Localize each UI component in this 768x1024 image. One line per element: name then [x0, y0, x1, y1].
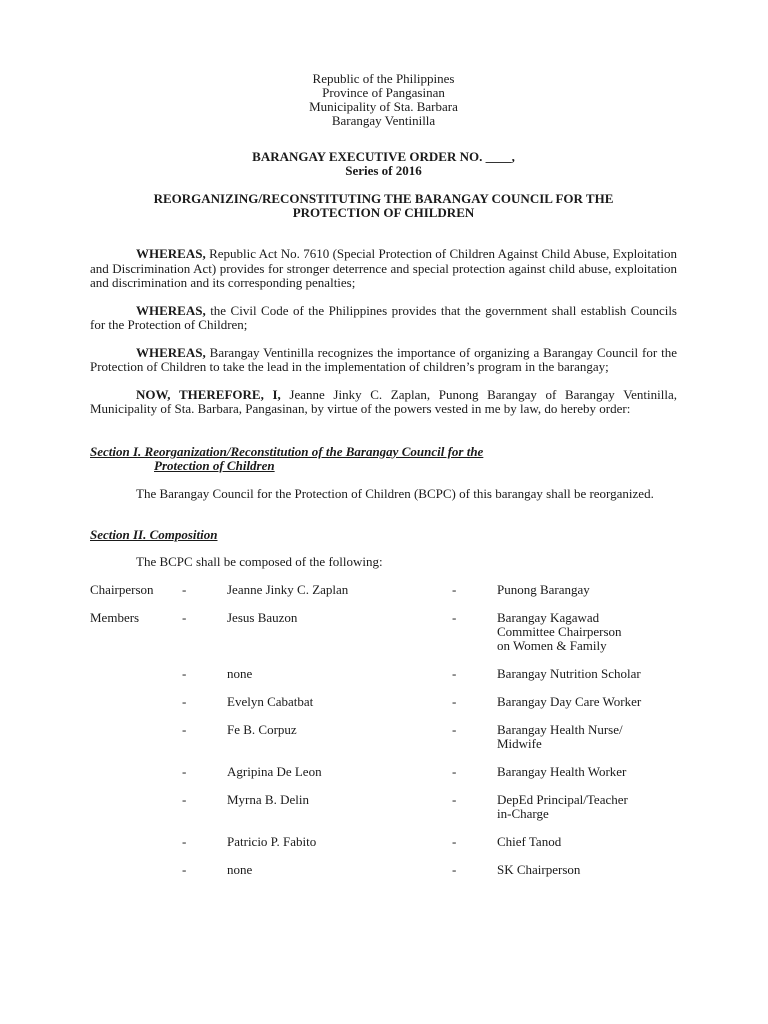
member-row — [90, 695, 677, 709]
member-position — [497, 793, 677, 821]
member-position-line: Punong Barangay — [497, 582, 590, 597]
section-1-heading-line-1: Section I. Reorganization/Reconstitution of the Barangay Council for the — [90, 443, 484, 459]
member-dash: - — [182, 792, 187, 807]
member-dash: - — [182, 694, 187, 709]
whereas-lead: WHEREAS, — [136, 344, 206, 360]
member-row — [90, 765, 677, 779]
section-1-heading — [90, 445, 677, 473]
member-row — [90, 793, 677, 821]
whereas-lead: WHEREAS, — [136, 302, 206, 318]
member-dash: - — [452, 582, 457, 597]
member-name: none — [227, 666, 253, 681]
member-row — [90, 583, 677, 597]
order-number: BARANGAY EXECUTIVE ORDER NO. ____, — [252, 149, 515, 164]
header-province: Province of Pangasinan — [322, 85, 445, 100]
whereas-paragraph — [90, 346, 677, 375]
member-position — [497, 723, 677, 751]
member-name: Patricio P. Fabito — [227, 834, 317, 849]
member-position-line: Barangay Nutrition Scholar — [497, 666, 641, 681]
member-row — [90, 835, 677, 849]
whereas-paragraph — [90, 304, 677, 333]
member-position — [497, 835, 677, 849]
whereas-paragraph — [90, 247, 677, 291]
member-name: Evelyn Cabatbat — [227, 694, 314, 709]
member-dash: - — [182, 722, 187, 737]
order-text: Jeanne Jinky C. Zaplan, Punong Barangay of Barangay Ventinilla, Municipality of Sta. Barbara, Pangasinan, by virtue of the powers vested in me by law, do hereby order: — [90, 386, 678, 416]
member-dash: - — [182, 610, 187, 625]
member-position-line: Committee Chairperson — [497, 624, 622, 639]
member-role: Members — [90, 610, 140, 625]
members-list — [90, 583, 677, 877]
member-dash: - — [452, 722, 457, 737]
member-dash: - — [452, 792, 457, 807]
section-1-heading-line-2: Protection of Children — [154, 457, 275, 473]
member-row — [90, 667, 677, 681]
member-position-line: Chief Tanod — [497, 834, 562, 849]
member-dash: - — [452, 862, 457, 877]
member-dash: - — [182, 834, 187, 849]
section-2-heading: Section II. Composition — [90, 527, 218, 542]
member-position — [497, 695, 677, 709]
order-title — [90, 150, 677, 178]
member-position-line: Midwife — [497, 736, 542, 751]
whereas-text: Barangay Ventinilla recognizes the importance of organizing a Barangay Council for the Protection of Children to take the lead in the implementation of children’s program in the barangay; — [90, 344, 677, 374]
member-position — [497, 863, 677, 877]
member-position-line: Barangay Health Nurse/ — [497, 722, 623, 737]
member-position — [497, 667, 677, 681]
member-dash: - — [452, 610, 457, 625]
composition-intro: The BCPC shall be composed of the following: — [136, 554, 383, 569]
member-row — [90, 611, 677, 653]
member-dash: - — [452, 666, 457, 681]
member-name: Jesus Bauzon — [227, 610, 298, 625]
member-position — [497, 611, 677, 653]
member-position-line: SK Chairperson — [497, 862, 581, 877]
order-series: Series of 2016 — [345, 163, 422, 178]
subject-line-1: REORGANIZING/RECONSTITUTING THE BARANGAY COUNCIL FOR THE — [153, 191, 614, 206]
member-position-line: in-Charge — [497, 806, 549, 821]
member-dash: - — [452, 764, 457, 779]
member-name: Myrna B. Delin — [227, 792, 309, 807]
header-municipality: Municipality of Sta. Barbara — [309, 99, 458, 114]
member-position-line: Barangay Kagawad — [497, 610, 600, 625]
member-name: none — [227, 862, 253, 877]
member-position-line: Barangay Health Worker — [497, 764, 627, 779]
member-row — [90, 723, 677, 751]
member-dash: - — [182, 666, 187, 681]
member-dash: - — [182, 764, 187, 779]
member-role: Chairperson — [90, 582, 154, 597]
whereas-text: Republic Act No. 7610 (Special Protection of Children Against Child Abuse, Exploitation and Discrimination Act) provides for stronger deterrence and special protection against child abuse, exploitation and discrimination and its corresponding penalties; — [90, 246, 677, 290]
whereas-text: the Civil Code of the Philippines provides that the government shall establish Councils for the Protection of Children; — [90, 302, 677, 332]
member-dash: - — [182, 862, 187, 877]
header-barangay: Barangay Ventinilla — [331, 113, 436, 128]
member-row — [90, 863, 677, 877]
member-position-line: DepEd Principal/Teacher — [497, 792, 628, 807]
section-1-body: The Barangay Council for the Protection of Children (BCPC) of this barangay shall be reorganized. — [136, 485, 654, 501]
member-position — [497, 583, 677, 597]
member-position-line: Barangay Day Care Worker — [497, 694, 642, 709]
member-dash: - — [182, 582, 187, 597]
document-page — [90, 72, 677, 891]
member-name: Jeanne Jinky C. Zaplan — [227, 582, 349, 597]
header-country: Republic of the Philippines — [312, 71, 455, 86]
order-paragraph — [90, 388, 677, 417]
whereas-lead: WHEREAS, — [136, 246, 206, 261]
order-subject — [90, 192, 677, 220]
member-name: Fe B. Corpuz — [227, 722, 297, 737]
member-position — [497, 765, 677, 779]
document-header — [90, 72, 677, 128]
member-dash: - — [452, 694, 457, 709]
order-lead: NOW, THEREFORE, I, — [136, 386, 281, 402]
subject-line-2: PROTECTION OF CHILDREN — [292, 205, 475, 220]
member-name: Agripina De Leon — [227, 764, 322, 779]
member-dash: - — [452, 834, 457, 849]
member-position-line: on Women & Family — [497, 638, 607, 653]
